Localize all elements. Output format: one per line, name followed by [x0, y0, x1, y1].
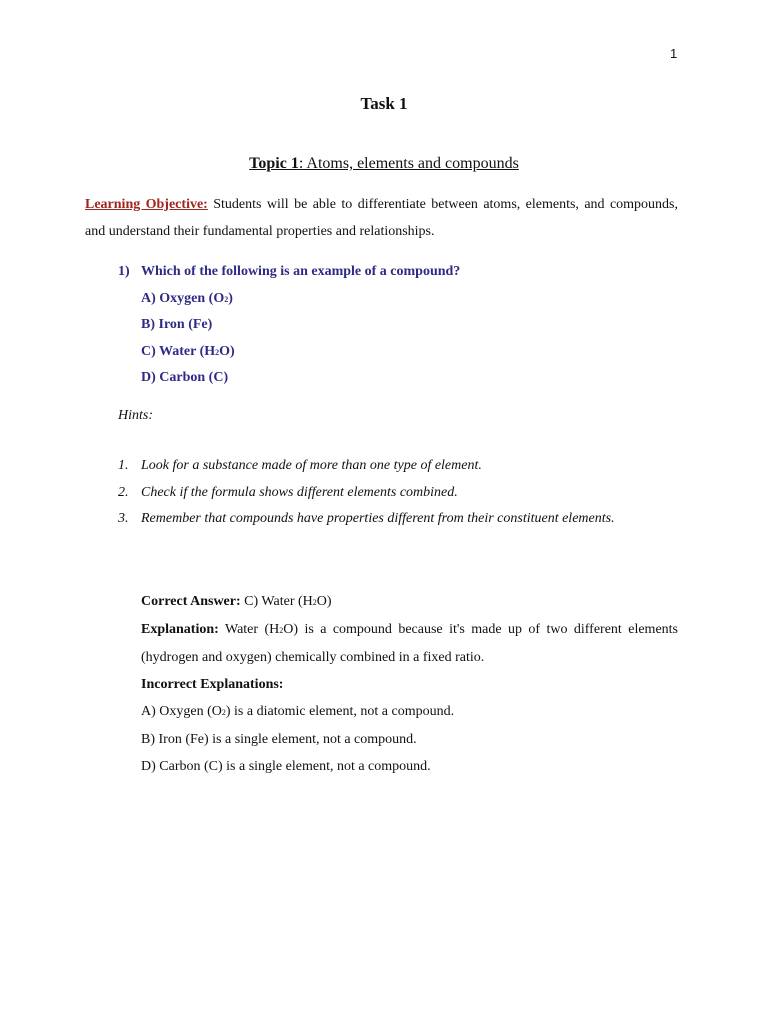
topic-label: Topic 1: [249, 155, 299, 172]
hint-item: 1. Look for a substance made of more than one type of element.: [118, 458, 482, 473]
option-d: D) Carbon (C): [141, 370, 229, 385]
explanation: Explanation: Water (H2O) is a compound because it's made up of two different elements (hydrogen and oxygen) chemically combined in a fixed ratio.: [141, 622, 678, 665]
incorrect-explanation-a: A) Oxygen (O2) is a diatomic element, not a compound.: [141, 704, 455, 719]
incorrect-explanation-d: D) Carbon (C) is a single element, not a compound.: [141, 759, 431, 774]
topic-text: : Atoms, elements and compounds: [298, 155, 519, 172]
option-c: C) Water (H2O): [141, 343, 235, 359]
hint-list: [118, 453, 615, 533]
question-number: 1): [118, 264, 130, 279]
option-list: [141, 286, 460, 392]
topic-heading: [0, 155, 768, 173]
page-number: 1: [670, 46, 678, 61]
hints-label: Hints:: [118, 408, 153, 423]
answer-block: [141, 588, 678, 780]
hint-item: 2. Check if the formula shows different elements combined.: [118, 484, 458, 500]
option-a: A) Oxygen (O2): [141, 290, 233, 306]
task-title: Task 1: [360, 94, 408, 113]
learning-objective-label: Learning Objective:: [85, 197, 208, 212]
question-text: Which of the following is an example of a compound?: [141, 264, 461, 279]
incorrect-explanations-label: Incorrect Explanations:: [141, 677, 284, 692]
option-b: B) Iron (Fe): [141, 317, 213, 332]
hint-item: 3. Remember that compounds have properties different from their constituent elements.: [118, 511, 615, 526]
learning-objective-text: Students will be able to differentiate between atoms, elements, and compounds, and understand their fundamental properties and relationships.: [85, 197, 679, 239]
question-stem: [118, 259, 460, 286]
question-block: [118, 259, 460, 392]
incorrect-explanation-b: B) Iron (Fe) is a single element, not a compound.: [141, 732, 417, 747]
correct-answer: Correct Answer: C) Water (H2O): [141, 594, 332, 609]
learning-objective: [85, 191, 678, 245]
